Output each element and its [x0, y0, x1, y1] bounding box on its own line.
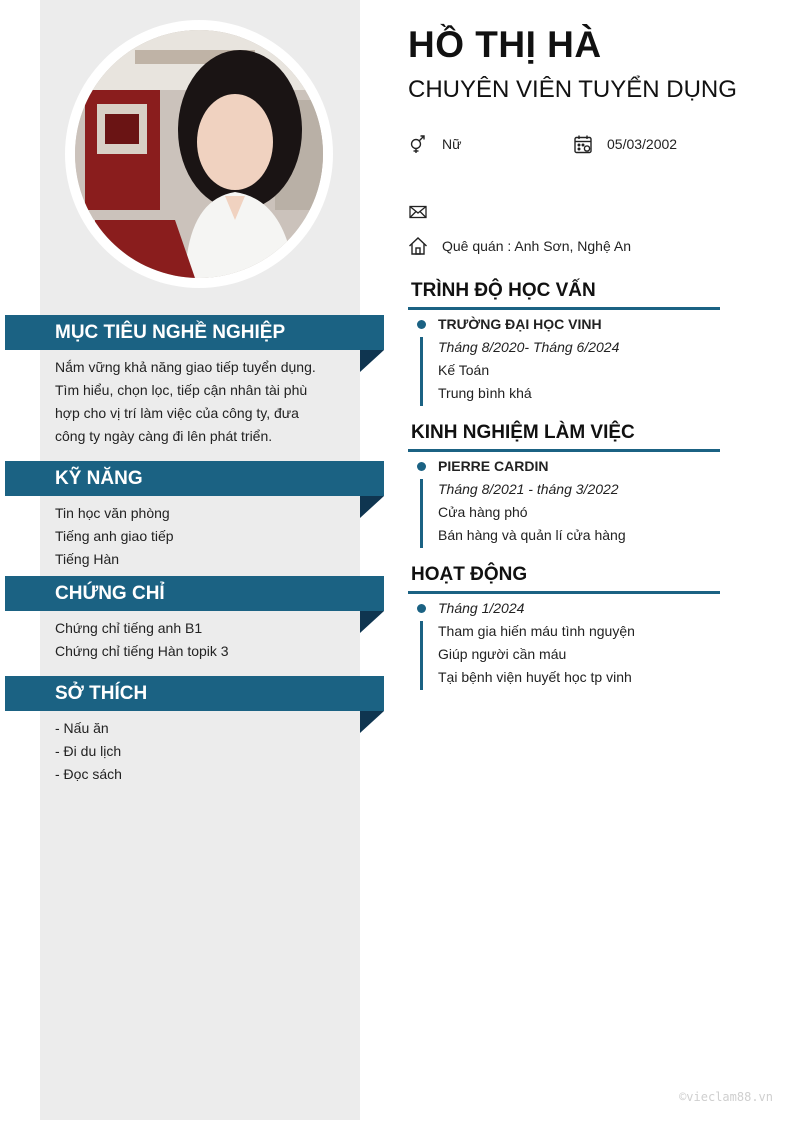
objective-line: hợp cho vị trí làm việc của công ty, đưa: [55, 405, 299, 421]
timeline-bullet: [417, 320, 426, 329]
header-fold-decoration: [360, 496, 384, 518]
activity-line: Tham gia hiến máu tình nguyện: [438, 623, 635, 639]
section-divider: [408, 307, 720, 310]
certificate-item: Chứng chỉ tiếng anh B1: [55, 620, 203, 636]
hobby-item: - Đi du lịch: [55, 743, 122, 759]
birthdate-value: 05/03/2002: [607, 136, 678, 152]
timeline-line: [420, 337, 423, 406]
certificates-list: [55, 617, 317, 663]
objective-line: công ty ngày càng đi lên phát triển.: [55, 428, 273, 444]
timeline-bullet: [417, 462, 426, 471]
gender-info: [407, 133, 461, 155]
education-title: TRÌNH ĐỘ HỌC VẤN: [411, 280, 596, 301]
hobby-item: - Nấu ăn: [55, 720, 109, 736]
skill-item: Tiếng Hàn: [55, 551, 120, 567]
skills-header: [5, 461, 384, 496]
objective-line: Tìm hiểu, chọn lọc, tiếp cận nhân tài phù: [55, 382, 308, 398]
avatar: [75, 30, 323, 278]
experience-position: Cửa hàng phó: [438, 504, 528, 520]
experience-title: KINH NGHIỆM LÀM VIỆC: [411, 422, 635, 443]
watermark: ©vieclam88.vn: [679, 1090, 773, 1104]
skills-title: KỸ NĂNG: [55, 468, 143, 489]
hobby-item: - Đọc sách: [55, 766, 122, 782]
timeline-bullet: [417, 604, 426, 613]
certificates-header: [5, 576, 384, 611]
section-divider: [408, 449, 720, 452]
hobbies-header: [5, 676, 384, 711]
home-icon: [407, 235, 429, 257]
experience-company: PIERRE CARDIN: [438, 458, 549, 474]
hometown-value: Quê quán : Anh Sơn, Nghệ An: [442, 238, 631, 254]
hometown-info: [407, 235, 631, 257]
candidate-name: HỒ THỊ HÀ: [408, 24, 602, 65]
job-title: CHUYÊN VIÊN TUYỂN DỤNG: [408, 76, 737, 103]
objective-line: Nắm vững khả năng giao tiếp tuyển dụng.: [55, 359, 316, 375]
envelope-icon: [407, 201, 429, 223]
header-fold-decoration: [360, 611, 384, 633]
skill-item: Tin học văn phòng: [55, 505, 170, 521]
activities-title: HOẠT ĐỘNG: [411, 564, 528, 585]
education-major: Kế Toán: [438, 362, 490, 378]
calendar-icon: [572, 133, 594, 155]
objective-header: [5, 315, 384, 350]
gender-value: Nữ: [442, 136, 462, 152]
education-school: TRƯỜNG ĐẠI HỌC VINH: [438, 316, 602, 332]
experience-period: Tháng 8/2021 - tháng 3/2022: [438, 481, 619, 497]
activity-line: Giúp người cần máu: [438, 646, 567, 662]
education-grade: Trung bình khá: [438, 385, 532, 401]
birthdate-info: [572, 133, 677, 155]
skills-list: [55, 502, 317, 571]
activity-line: Tại bệnh viện huyết học tp vinh: [438, 669, 632, 685]
objective-text: [55, 356, 317, 448]
experience-description: Bán hàng và quản lí cửa hàng: [438, 527, 626, 543]
hobbies-title: SỞ THÍCH: [55, 683, 148, 704]
header-fold-decoration: [360, 711, 384, 733]
hobbies-list: [55, 717, 317, 786]
certificates-title: CHỨNG CHỈ: [55, 583, 165, 604]
timeline-line: [420, 479, 423, 548]
certificate-item: Chứng chỉ tiếng Hàn topik 3: [55, 643, 229, 659]
skill-item: Tiếng anh giao tiếp: [55, 528, 174, 544]
section-divider: [408, 591, 720, 594]
activities-period: Tháng 1/2024: [438, 600, 525, 616]
email-info: [407, 201, 442, 223]
objective-title: MỤC TIÊU NGHỀ NGHIỆP: [55, 322, 286, 343]
education-period: Tháng 8/2020- Tháng 6/2024: [438, 339, 620, 355]
timeline-line: [420, 621, 423, 690]
gender-icon: [407, 133, 429, 155]
header-fold-decoration: [360, 350, 384, 372]
